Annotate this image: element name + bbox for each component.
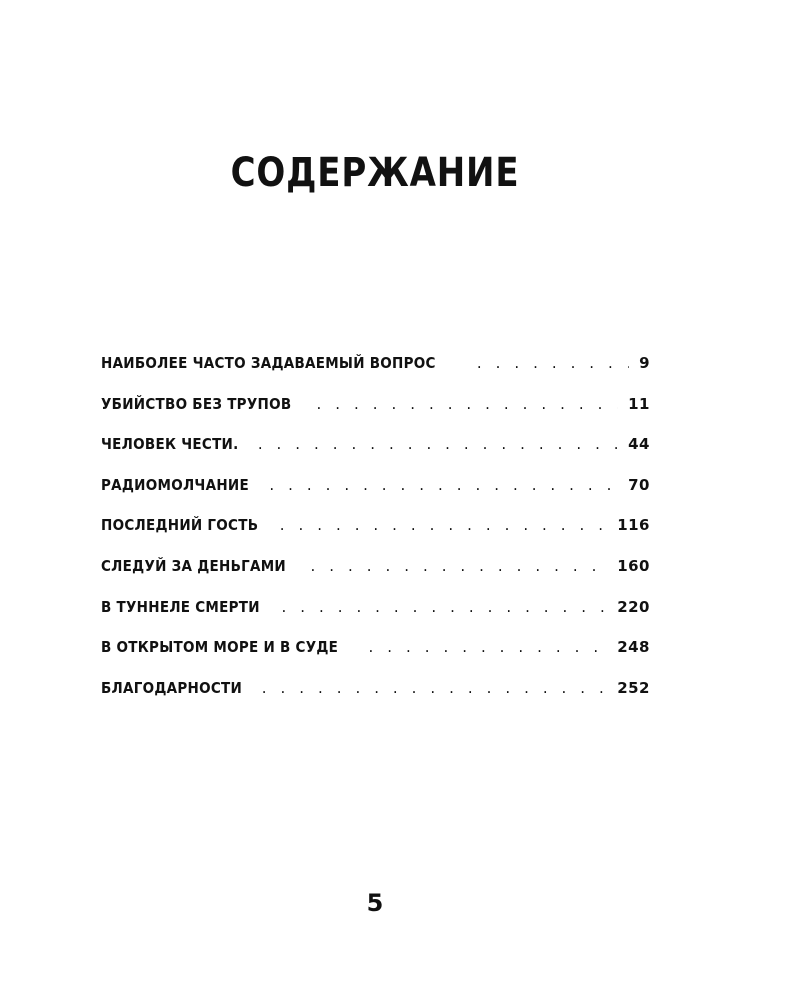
toc-entry-9: [101, 679, 650, 720]
toc-entry-7: [101, 598, 650, 639]
toc-entry-title: БЛАГОДАРНОСТИ: [101, 678, 243, 697]
toc-entry-3: [101, 435, 650, 476]
toc-entry-page: 252: [617, 678, 650, 697]
toc-entry-title: В ОТКРЫТОМ МОРЕ И В СУДЕ: [101, 638, 339, 657]
toc-entry-title: РАДИОМОЛЧАНИЕ: [101, 475, 249, 494]
toc-entry-1: [101, 354, 650, 395]
toc-entry-title: НАИБОЛЕЕ ЧАСТО ЗАДАВАЕМЫЙ ВОПРОС: [101, 354, 436, 372]
toc-dot-leader: [262, 679, 607, 697]
toc-dot-leader: [280, 516, 607, 534]
toc-entry-title: ЧЕЛОВЕК ЧЕСТИ.: [101, 435, 239, 454]
toc-entry-title: ПОСЛЕДНИЙ ГОСТЬ: [101, 516, 259, 535]
toc-entry-page: 160: [617, 556, 650, 575]
toc-entry-page: 220: [617, 597, 650, 616]
toc-dot-leader: [311, 557, 608, 575]
toc-entry-title: СЛЕДУЙ ЗА ДЕНЬГАМИ: [101, 556, 286, 575]
page-title: СОДЕРЖАНИЕ: [230, 150, 520, 196]
toc-entry-page: 44: [628, 435, 650, 454]
toc-entry-5: [101, 516, 650, 557]
toc-entry-6: [101, 557, 650, 598]
toc-entry-title: УБИЙСТВО БЕЗ ТРУПОВ: [101, 394, 292, 413]
toc-entry-page: 70: [628, 475, 650, 494]
toc-dot-leader: [369, 638, 608, 656]
toc-entry-title: В ТУННЕЛЕ СМЕРТИ: [101, 597, 260, 616]
page-number: 5: [366, 889, 384, 917]
toc-dot-leader: [269, 476, 618, 494]
toc-entry-page: 248: [617, 638, 650, 657]
toc-entry-page: 9: [639, 354, 650, 372]
toc-entry-page: 116: [617, 516, 650, 535]
table-of-contents: [101, 354, 650, 719]
toc-dot-leader: [317, 395, 619, 413]
toc-entry-8: [101, 638, 650, 679]
toc-entry-page: 11: [628, 394, 650, 413]
toc-dot-leader: [258, 435, 618, 453]
toc-entry-2: [101, 395, 650, 436]
toc-entry-4: [101, 476, 650, 517]
toc-dot-leader: [477, 354, 629, 372]
toc-dot-leader: [282, 598, 608, 616]
